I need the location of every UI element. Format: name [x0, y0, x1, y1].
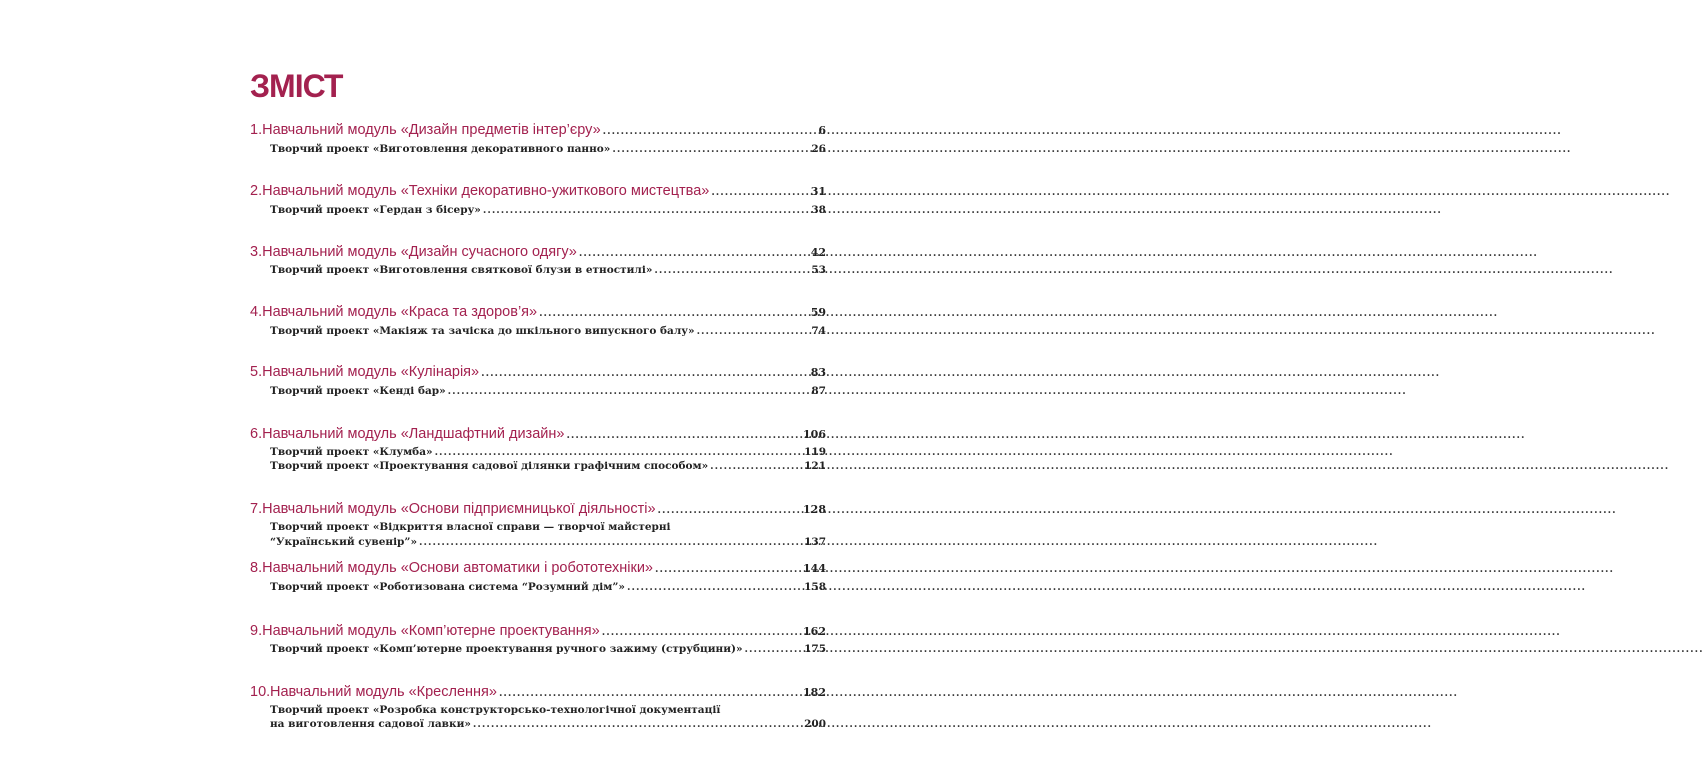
dot-leader: [448, 384, 810, 399]
toc-project-entry: [270, 520, 826, 535]
toc-entry-text: Навчальний модуль «Ландшафтний дизайн»: [262, 426, 565, 442]
dot-leader: [655, 560, 801, 580]
toc-page-number: 59: [810, 306, 826, 319]
toc-entry-text: Творчий проект «Роботизована система “Розумний дім”»: [270, 581, 625, 593]
toc-entry-number: 10.: [250, 684, 271, 700]
toc-entry-text: Навчальний модуль «Краса та здоров’я»: [262, 304, 538, 320]
toc-page-number: 144: [803, 562, 826, 575]
toc-entry-number: 4.: [250, 304, 263, 320]
toc-entry-number: 6.: [250, 426, 263, 442]
toc-module-entry: [250, 682, 826, 702]
dot-leader: [435, 445, 803, 460]
toc-project-entry: [270, 642, 826, 657]
page-title: ЗМІСТ: [250, 68, 343, 104]
toc-entry-text: Творчий проект «Розробка конструкторсько-технологічної документації: [270, 704, 721, 716]
dot-leader: [711, 183, 808, 203]
dot-leader: [579, 244, 809, 264]
toc-module-entry: [250, 181, 826, 201]
dot-leader: [697, 324, 810, 339]
toc-entry-text: Навчальний модуль «Комп’ютерне проектування»: [262, 623, 600, 639]
dot-leader: [419, 535, 802, 550]
dot-leader: [539, 304, 809, 324]
toc-page-number: 137: [804, 536, 826, 548]
toc-entry-text: Навчальний модуль «Основи автоматики і робототехніки»: [262, 560, 653, 576]
toc-entry-text: Навчальний модуль «Кулінарія»: [262, 364, 480, 380]
toc-page-number: 182: [803, 686, 826, 699]
toc-page-number: 74: [811, 325, 826, 337]
toc-page-number: 119: [804, 446, 826, 458]
toc-project-entry: [270, 384, 826, 399]
dot-leader: [602, 623, 801, 643]
toc-project-entry: [270, 263, 826, 278]
toc-entry-number: 9.: [250, 623, 263, 639]
toc-entry-text: Творчий проект «Виготовлення декоративного панно»: [270, 143, 611, 155]
toc-entry-text: на виготовлення садової лавки»: [270, 718, 471, 730]
dot-leader: [473, 717, 802, 732]
toc-module-entry: [250, 120, 826, 140]
dot-leader: [710, 459, 802, 474]
dot-leader: [658, 501, 802, 521]
toc-project-entry: [270, 203, 826, 218]
toc-page-number: 162: [803, 625, 826, 638]
toc-page-number: 175: [804, 643, 826, 655]
toc-module-entry: [250, 302, 826, 322]
toc-page-number: 42: [810, 246, 826, 259]
toc-page-number: 38: [811, 204, 826, 216]
toc-module-entry: [250, 424, 826, 444]
toc-entry-number: 3.: [250, 244, 263, 260]
toc-project-entry: [270, 324, 826, 339]
toc-project-entry: [270, 580, 826, 595]
toc-entry-text: “Український сувенір”»: [270, 536, 418, 548]
toc-page-number: 128: [803, 503, 826, 516]
toc-page-number: 83: [810, 366, 826, 379]
toc-entry-text: Творчий проект «Макіяж та зачіска до шкільного випускного балу»: [270, 325, 695, 337]
toc-entry-number: 8.: [250, 560, 263, 576]
toc-project-entry: [270, 142, 826, 157]
toc-project-entry: [270, 717, 826, 732]
toc-page-number: 53: [811, 264, 826, 276]
toc-project-entry: [270, 703, 826, 718]
toc-page-number: 121: [804, 460, 826, 472]
toc-page-number: 6: [818, 124, 826, 137]
toc-page-number: 26: [811, 143, 826, 155]
toc-entry-number: 7.: [250, 501, 263, 517]
dot-leader: [654, 263, 809, 278]
dot-leader: [745, 642, 803, 657]
toc-entry-text: Творчий проект «Відкриття власної справи — творчої майстерні: [270, 521, 671, 533]
dot-leader: [483, 203, 810, 218]
toc-entry-number: 2.: [250, 183, 263, 199]
toc-module-entry: [250, 362, 826, 382]
toc-entry-text: Творчий проект «Кенді бар»: [270, 385, 446, 397]
toc-entry-text: Навчальний модуль «Дизайн сучасного одягу»: [262, 244, 577, 260]
toc-entry-text: Навчальний модуль «Дизайн предметів інтер’єру»: [262, 122, 601, 138]
toc-entry-text: Творчий проект «Гердан з бісеру»: [270, 204, 481, 216]
dot-leader: [612, 142, 809, 157]
toc-page-number: 200: [804, 718, 826, 730]
toc-page-number: 31: [810, 185, 826, 198]
toc-page-number: 87: [811, 385, 826, 397]
toc-entry-number: 1.: [250, 122, 263, 138]
dot-leader: [627, 580, 802, 595]
dot-leader: [603, 122, 817, 142]
toc-entry-text: Творчий проект «Виготовлення святкової блузи в етностилі»: [270, 264, 653, 276]
toc-page-number: 158: [804, 581, 826, 593]
toc-project-entry: [270, 445, 826, 460]
toc-entry-text: Творчий проект «Клумба»: [270, 446, 433, 458]
toc-page-number: 106: [803, 428, 826, 441]
toc-module-entry: [250, 558, 826, 578]
toc-project-entry: [270, 459, 826, 474]
toc-module-entry: [250, 621, 826, 641]
toc-module-entry: [250, 499, 826, 519]
toc-entry-text: Творчий проект «Проектування садової ділянки графічним способом»: [270, 460, 709, 472]
toc-project-entry: [270, 535, 826, 550]
dot-leader: [481, 364, 809, 384]
toc-entry-text: Навчальний модуль «Техніки декоративно-ужиткового мистецтва»: [262, 183, 710, 199]
dot-leader: [499, 684, 801, 704]
dot-leader: [566, 426, 801, 446]
toc-entry-number: 5.: [250, 364, 263, 380]
toc-module-entry: [250, 242, 826, 262]
toc-entry-text: Навчальний модуль «Основи підприємницької діяльності»: [262, 501, 656, 517]
toc-entry-text: Творчий проект «Комп’ютерне проектування ручного зажиму (струбцини)»: [270, 643, 743, 655]
toc-entry-text: Навчальний модуль «Креслення»: [270, 684, 497, 700]
